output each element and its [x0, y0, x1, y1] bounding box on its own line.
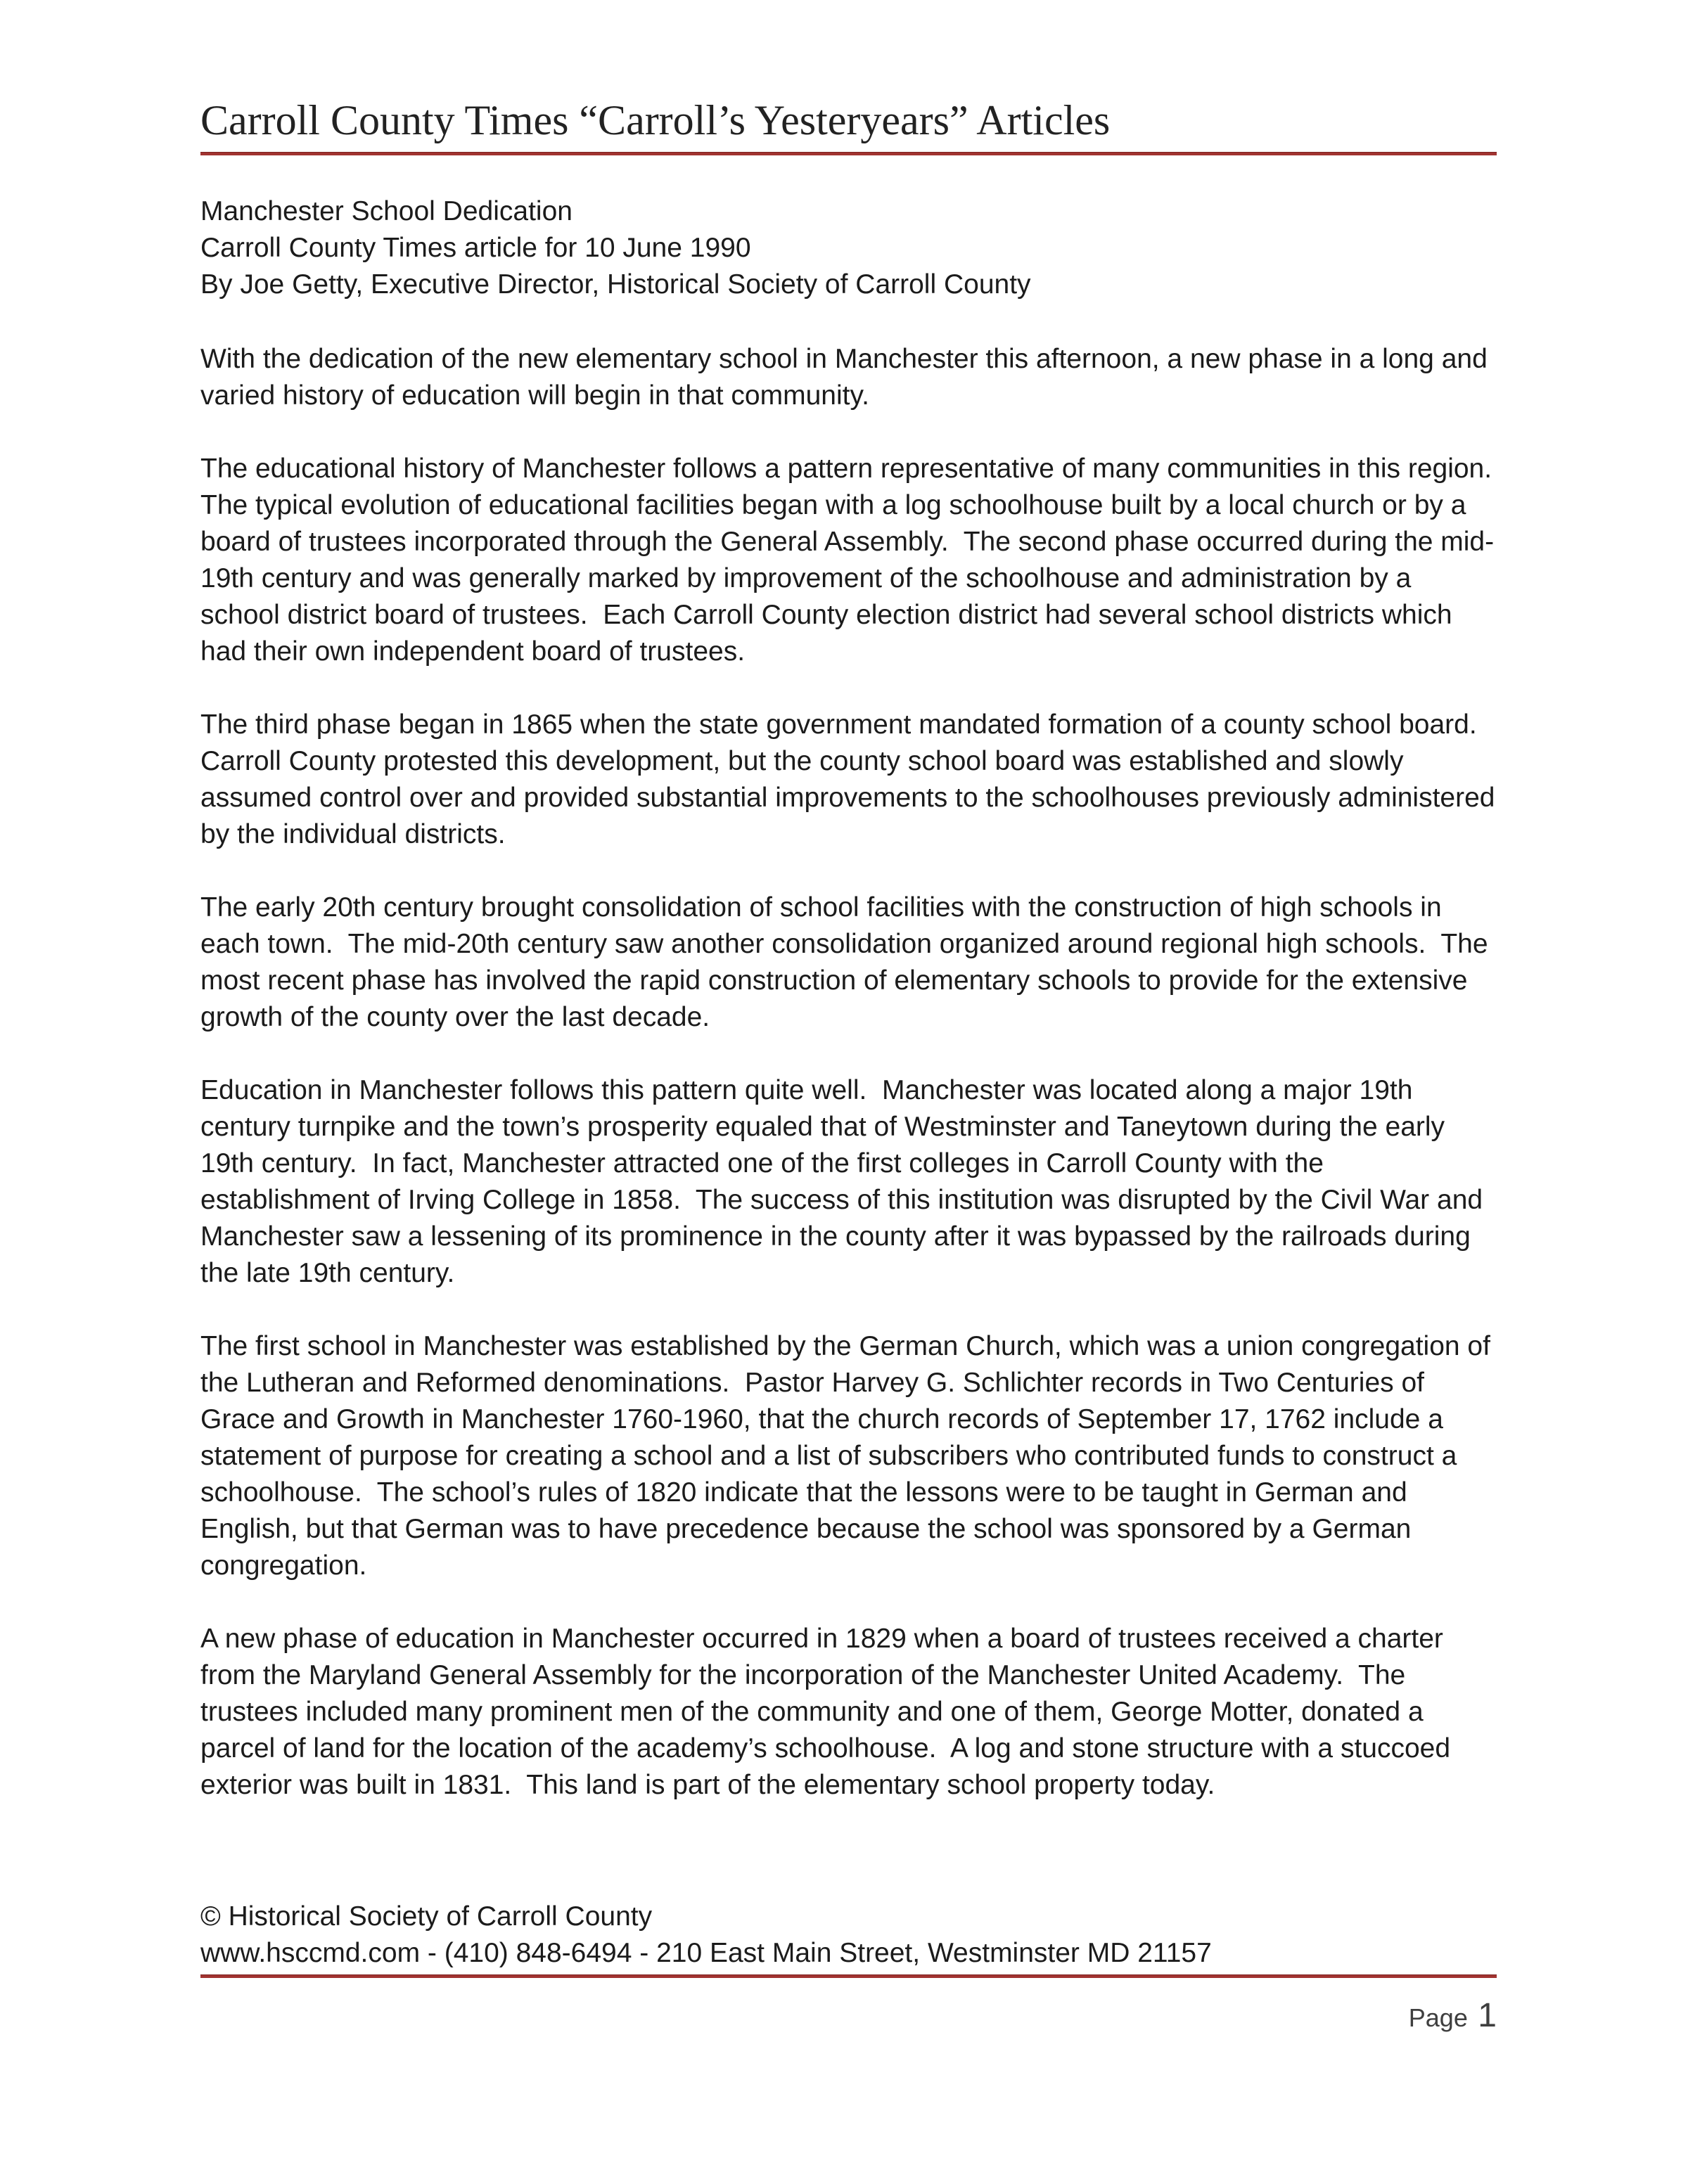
article-title: Manchester School Dedication: [200, 196, 573, 226]
header-title: Carroll County Times “Carroll’s Yesteryears” Articles: [200, 97, 1111, 143]
paragraph: The early 20th century brought consolidation of school facilities with the construction of high schools in each town. The mid-20th century saw another consolidation organized around regional high schools. The most recent phase has involved the rapid construction of elementary schools to provide for the extensive growth of the county over the last decade.: [200, 892, 1496, 1032]
footer-rule: [200, 1974, 1497, 1978]
page-number-label: Page: [1408, 2003, 1468, 2032]
paragraph: With the dedication of the new elementary school in Manchester this afternoon, a new phase in a long and varied history of education will begin in that community.: [200, 344, 1495, 411]
page-number: [200, 1996, 1497, 2035]
paragraph: A new phase of education in Manchester occurred in 1829 when a board of trustees received a charter from the Maryland General Assembly for the incorporation of the Manchester United Academy. The trustees included many prominent men of the community and one of them, George Motter, donated a parcel of land for the location of the academy’s schoolhouse. A log and stone structure with a stuccoed exterior was built in 1831. This land is part of the elementary school property today.: [200, 1624, 1458, 1800]
header-rule: [200, 152, 1497, 155]
page-number-value: 1: [1478, 1997, 1497, 2034]
document-header: [200, 93, 1497, 155]
article-byline: By Joe Getty, Executive Director, Historical Society of Carroll County: [200, 269, 1031, 300]
article-body: [200, 304, 1507, 1804]
article-meta: [200, 193, 1497, 303]
paragraph: The third phase began in 1865 when the state government mandated formation of a county school board. Carroll County protested this development, but the county school board was established and slowly assumed control over and provided substantial improvements to the schoolhouses previously administered by the individual districts.: [200, 709, 1503, 849]
article-source-line: Carroll County Times article for 10 June 1990: [200, 233, 751, 263]
document-footer: [200, 1899, 1497, 2184]
footer-copyright: © Historical Society of Carroll County: [200, 1901, 653, 1932]
paragraph: Education in Manchester follows this pattern quite well. Manchester was located along a major 19th century turnpike and the town’s prosperity equaled that of Westminster and Taneytown during the early 19th century. In fact, Manchester attracted one of the first colleges in Carroll County with the establishment of Irving College in 1858. The success of this institution was disrupted by the Civil War and Manchester saw a lessening of its prominence in the county after it was bypassed by the railroads during the late 19th century.: [200, 1075, 1490, 1288]
paragraph: The first school in Manchester was established by the German Church, which was a union congregation of the Lutheran and Reformed denominations. Pastor Harvey G. Schlichter records in Two Centuries of Grace and Growth in Manchester 1760-1960, that the church records of September 17, 1762 include a statement of purpose for creating a school and a list of subscribers who contributed funds to construct a schoolhouse. The school’s rules of 1820 indicate that the lessons were to be taught in German and English, but that German was to have precedence because the school was sponsored by a German congregation.: [200, 1331, 1498, 1581]
paragraph: The educational history of Manchester follows a pattern representative of many communities in this region. The typical evolution of educational facilities began with a log schoolhouse built by a local church or by a board of trustees incorporated through the General Assembly. The second phase occurred during the mid-19th century and was generally marked by improvement of the schoolhouse and administration by a school district board of trustees. Each Carroll County election district had several school districts which had their own independent board of trustees.: [200, 454, 1507, 667]
footer-contact: www.hsccmd.com - (410) 848-6494 - 210 East Main Street, Westminster MD 21157: [200, 1938, 1212, 1968]
